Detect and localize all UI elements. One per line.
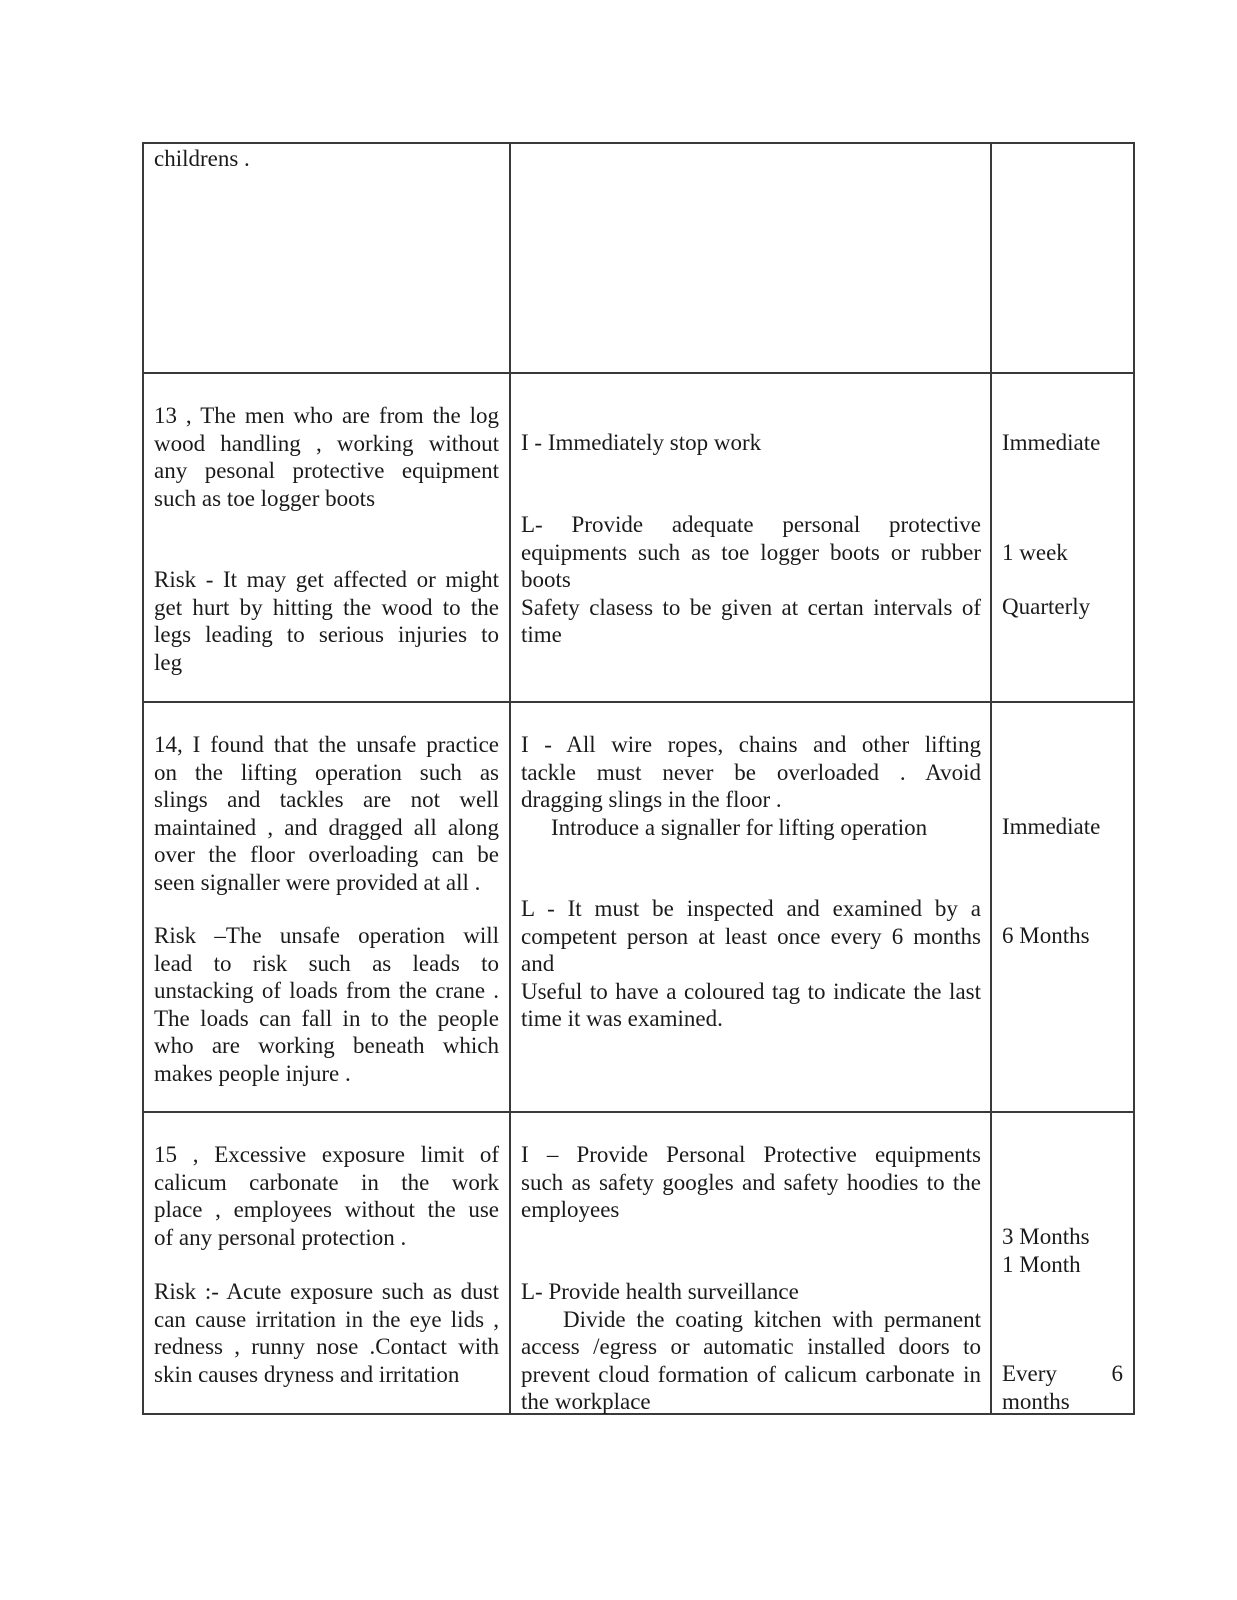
text-line: 14, I found that the unsafe practice — [154, 732, 499, 757]
text-line: wood handling , working without — [154, 430, 499, 456]
text-line: redness , runny nose .Contact with — [154, 1334, 499, 1359]
text-line: over the floor overloading can be — [154, 842, 499, 867]
row2-timescale-1 — [1002, 429, 1100, 457]
text-line: the workplace — [521, 1389, 651, 1414]
text-line: place , employees without the use — [154, 1197, 499, 1222]
column-divider — [990, 142, 992, 1414]
text-line: calicum carbonate in the work — [154, 1169, 499, 1195]
table-right-border — [1133, 142, 1135, 1414]
text-line: any pesonal protective equipment — [154, 458, 499, 483]
row2-immediate-action — [521, 429, 981, 457]
text-line: access /egress or automatic installed doors to — [521, 1334, 981, 1359]
text-line: L- Provide adequate personal protective — [521, 512, 981, 537]
text-line: Useful to have a coloured tag to indicate the last — [521, 978, 981, 1004]
text-line: can cause irritation in the eye lids , — [154, 1306, 499, 1332]
text-line: competent person at least once every 6 months — [521, 923, 981, 949]
text-line: skin causes dryness and irritation — [154, 1361, 460, 1387]
row4-immediate-action — [521, 1141, 981, 1224]
text-line: tackle must never be overloaded . Avoid — [521, 759, 981, 785]
row3-long-term-action — [521, 895, 981, 1033]
text-line: time it was examined. — [521, 1006, 723, 1031]
text-line: childrens . — [154, 146, 250, 171]
text-line: Immediate — [1002, 430, 1101, 455]
text-line: Risk :- Acute exposure such as dust — [154, 1279, 499, 1304]
text-line: months — [1002, 1388, 1070, 1414]
row2-timescale-2 — [1002, 539, 1068, 567]
text-line: lead to risk such as leads to — [154, 950, 499, 976]
row2-long-term-action — [521, 511, 981, 649]
row-divider — [142, 1111, 1135, 1113]
text-line: The loads can fall in to the people — [154, 1005, 499, 1031]
text-line: on the lifting operation such as — [154, 759, 499, 785]
text-line: 3 Months — [1002, 1224, 1090, 1249]
text-line: Immediate — [1002, 814, 1101, 839]
text-line: 1 Month — [1002, 1251, 1081, 1277]
row3-immediate-action — [521, 731, 981, 841]
text-line: 6 Months — [1002, 923, 1090, 948]
text-word: 6 — [1111, 1361, 1123, 1386]
row3-timescale-1 — [1002, 813, 1100, 841]
row-divider — [142, 372, 1135, 374]
text-line: maintained , and dragged all along — [154, 814, 499, 840]
text-line: such as safety googles and safety hoodies to the — [521, 1169, 981, 1195]
text-line: L - It must be inspected and examined by a — [521, 896, 981, 921]
text-line: L- Provide health surveillance — [521, 1279, 799, 1304]
text-line: legs leading to serious injuries to — [154, 622, 499, 647]
text-line: and — [521, 951, 555, 976]
text-line: I - All wire ropes, chains and other lifting — [521, 732, 981, 757]
row2-timescale-3 — [1002, 593, 1090, 621]
row4-finding-text — [154, 1141, 499, 1251]
text-line: makes people injure . — [154, 1060, 351, 1086]
text-line: Risk –The unsafe operation will — [154, 923, 499, 948]
row4-timescale-2 — [1002, 1360, 1123, 1415]
row4-long-term-action — [521, 1278, 981, 1416]
row4-risk-text — [154, 1278, 499, 1388]
table-top-border — [142, 142, 1135, 144]
text-word: Every — [1002, 1361, 1057, 1386]
table-left-border — [142, 142, 144, 1414]
text-line: Risk - It may get affected or might — [154, 567, 499, 592]
text-line: slings and tackles are not well — [154, 787, 499, 812]
row2-finding-text — [154, 402, 499, 512]
text-line: boots — [521, 567, 571, 592]
column-divider — [509, 142, 511, 1414]
row3-risk-text — [154, 922, 499, 1087]
row-divider — [142, 701, 1135, 703]
text-line: seen signaller were provided at all . — [154, 869, 481, 895]
row1-finding-text — [154, 145, 499, 173]
text-line: 13 , The men who are from the log — [154, 403, 499, 428]
row4-timescale-1 — [1002, 1223, 1090, 1278]
row3-finding-text — [154, 731, 499, 896]
text-line: Introduce a signaller for lifting operation — [551, 814, 928, 840]
row3-timescale-2 — [1002, 922, 1090, 950]
text-line: 1 week — [1002, 540, 1068, 565]
text-line: time — [521, 622, 562, 647]
text-line: get hurt by hitting the wood to the — [154, 594, 499, 620]
text-line: prevent cloud formation of calicum carbonate in — [521, 1361, 981, 1387]
text-line: leg — [154, 649, 183, 675]
text-line: dragging slings in the floor . — [521, 787, 782, 812]
text-line: I – Provide Personal Protective equipments — [521, 1142, 981, 1167]
row2-risk-text — [154, 566, 499, 676]
text-line: of any personal protection . — [154, 1224, 407, 1250]
text-line — [1002, 1360, 1123, 1388]
text-line: equipments such as toe logger boots or rubber — [521, 539, 981, 565]
text-line: Divide the coating kitchen with permanent — [563, 1306, 981, 1332]
text-line: Quarterly — [1002, 594, 1091, 619]
text-line: such as toe logger boots — [154, 485, 376, 511]
text-line: Safety clasess to be given at certan intervals of — [521, 594, 981, 620]
text-line: I - Immediately stop work — [521, 430, 762, 455]
text-line: employees — [521, 1197, 620, 1222]
text-line: who are working beneath which — [154, 1033, 499, 1058]
text-line: 15 , Excessive exposure limit of — [154, 1142, 499, 1167]
text-line: unstacking of loads from the crane . — [154, 978, 499, 1003]
